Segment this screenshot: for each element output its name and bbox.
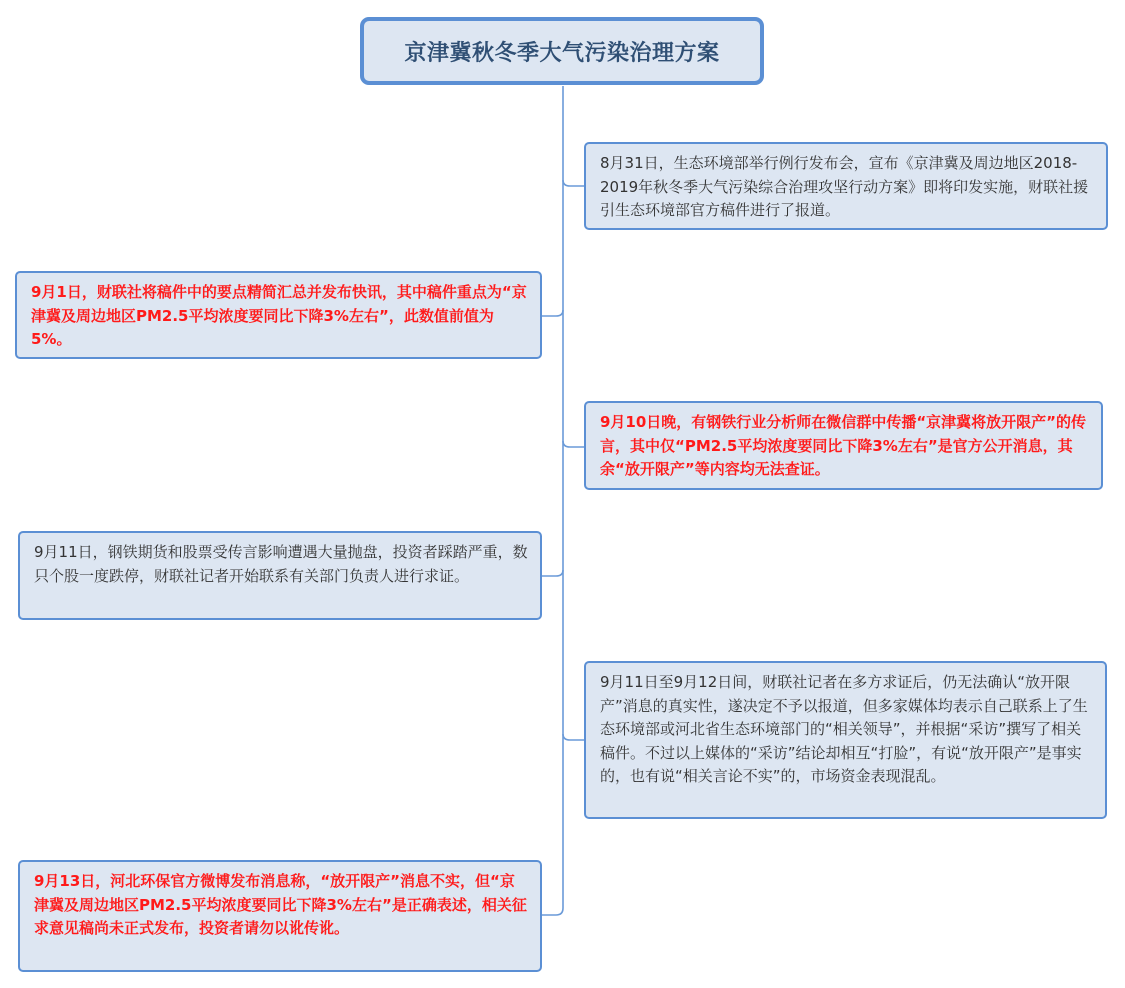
root-topic[interactable] <box>360 17 764 85</box>
node-text: 8月31日，生态环境部举行例行发布会，宣布《京津冀及周边地区2018-2019年秋冬季大气污染综合治理攻坚行动方案》即将印发实施，财联社援引生态环境部官方稿件进行了报道。 <box>600 154 1089 219</box>
node-text: 9月11日，钢铁期货和股票受传言影响遭遇大量抛盘，投资者踩踏严重，数只个股一度跌停，财联社记者开始联系有关部门负责人进行求证。 <box>34 543 528 585</box>
node-sep10[interactable] <box>584 401 1103 490</box>
node-sep11[interactable] <box>18 531 542 620</box>
root-title: 京津冀秋冬季大气污染治理方案 <box>404 40 720 66</box>
node-text: 9月10日晚，有钢铁行业分析师在微信群中传播“京津冀将放开限产”的传言，其中仅“PM2.5平均浓度要同比下降3%左右”是官方公开消息，其余“放开限产”等内容均无法查证。 <box>600 413 1087 478</box>
node-text: 9月13日，河北环保官方微博发布消息称，“放开限产”消息不实，但“京津冀及周边地区PM2.5平均浓度要同比下降3%左右”是正确表述，相关征求意见稿尚未正式发布，投资者请勿以讹传讹。 <box>34 872 527 937</box>
node-sep1[interactable] <box>15 271 542 359</box>
node-sep11-12[interactable] <box>584 661 1107 819</box>
node-text: 9月11日至9月12日间，财联社记者在多方求证后，仍无法确认“放开限产”消息的真实性，遂决定不予以报道，但多家媒体均表示自己联系上了生态环境部或河北省生态环境部门的“相关领导”，并根据“采访”撰写了相关稿件。不过以上媒体的“采访”结论却相互“打脸”，有说“放开限产”是事实的，也有说“相关言论不实”的，市场资金表现混乱。 <box>600 673 1088 785</box>
node-text: 9月1日，财联社将稿件中的要点精简汇总并发布快讯，其中稿件重点为“京津冀及周边地区PM2.5平均浓度要同比下降3%左右”，此数值前值为5%。 <box>31 283 527 348</box>
node-aug31[interactable] <box>584 142 1108 230</box>
node-sep13[interactable] <box>18 860 542 972</box>
